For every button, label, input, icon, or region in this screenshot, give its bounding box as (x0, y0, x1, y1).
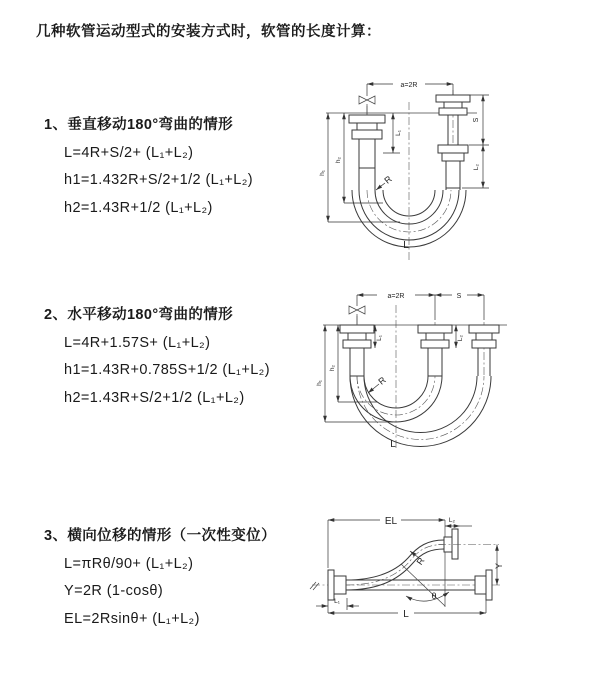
braided-hose (359, 139, 375, 168)
dim-label-l-total: L (403, 609, 409, 620)
section-heading: 1、垂直移动180°弯曲的情形 (44, 117, 234, 133)
radius-leader (376, 183, 385, 190)
braided-hose (446, 161, 460, 188)
dim-label-l1: L₁ (334, 598, 340, 605)
dim-label-h2: h₂ (335, 156, 342, 164)
dim-label-el: EL (384, 516, 398, 527)
braided-hose (350, 348, 364, 376)
diagram-vertical-bend (305, 70, 575, 265)
displaced-flange (444, 529, 458, 559)
break-mark (310, 582, 319, 590)
dim-label-h1: h₁ (319, 170, 326, 176)
braided-hose (428, 348, 442, 376)
dim-label-l2: L₂ (473, 163, 480, 171)
right-fitting-displaced (469, 325, 499, 348)
section-horizontal-movement (44, 302, 270, 412)
s-curve-hose (346, 540, 444, 590)
dim-label-l1: L₁ (376, 335, 383, 341)
formula-line: h2=1.43R+1/2 (L₁+L₂) (64, 199, 213, 216)
dim-label-l2: L₂ (448, 517, 456, 524)
page-title: 几种软管运动型式的安装方式时，软管的长度计算： (36, 24, 381, 40)
u-bend-hose-displaced (350, 376, 491, 447)
dim-label-l-total: L (403, 240, 409, 251)
formula-line: EL=2Rsinθ+ (L₁+L₂) (64, 610, 200, 627)
dim-label-r: R (414, 555, 427, 567)
dim-label-a2r: a=2R (400, 82, 418, 89)
formula-line: L=4R+S/2+ (L₁+L₂) (64, 144, 194, 161)
formula-line: h2=1.43R+S/2+1/2 (L₁+L₂) (64, 389, 245, 406)
left-fitting (328, 570, 346, 600)
valve-icon (349, 306, 365, 325)
dim-label-theta: θ (431, 591, 437, 601)
dim-label-r: R (382, 173, 394, 186)
dim-label-r: R (376, 374, 388, 387)
dim-label-l2: L₂ (457, 334, 464, 342)
formula-line: h1=1.43R+0.785S+1/2 (L₁+L₂) (64, 362, 270, 378)
dim-label-h1: h₁ (316, 380, 323, 386)
right-fitting (475, 570, 492, 600)
left-hose-leg (359, 168, 375, 190)
dim-extension (357, 295, 484, 320)
dim-label-a2r: a=2R (387, 293, 405, 300)
angle-arc (406, 592, 449, 601)
dim-label-s: S (473, 117, 480, 123)
formula-line: L=πRθ/90+ (L₁+L₂) (64, 555, 194, 572)
formula-line: h1=1.432R+S/2+1/2 (L₁+L₂) (64, 172, 254, 188)
section-heading: 2、水平移动180°弯曲的情形 (44, 307, 234, 323)
dim-label-l1: L₁ (395, 130, 402, 136)
left-fitting (340, 325, 374, 376)
left-fitting (349, 115, 385, 168)
diagram-horizontal-bend (305, 280, 585, 460)
section-lateral-displacement (44, 523, 276, 633)
diagram-lateral-displacement (300, 500, 600, 660)
dim-label-y: Y (494, 562, 504, 570)
middle-fitting (418, 325, 452, 376)
dim-label-h2: h₂ (329, 364, 336, 372)
formula-line: L=4R+1.57S+ (L₁+L₂) (64, 334, 211, 351)
formula-line: Y=2R (1-cosθ) (64, 583, 164, 599)
radius-leader (368, 384, 379, 393)
dim-label-s: S (456, 293, 462, 300)
section-vertical-movement (44, 112, 253, 222)
valve-icon (359, 96, 375, 115)
dim-label-l-total: L (390, 439, 396, 450)
section-heading: 3、横向位移的情形（一次性变位） (44, 528, 276, 544)
